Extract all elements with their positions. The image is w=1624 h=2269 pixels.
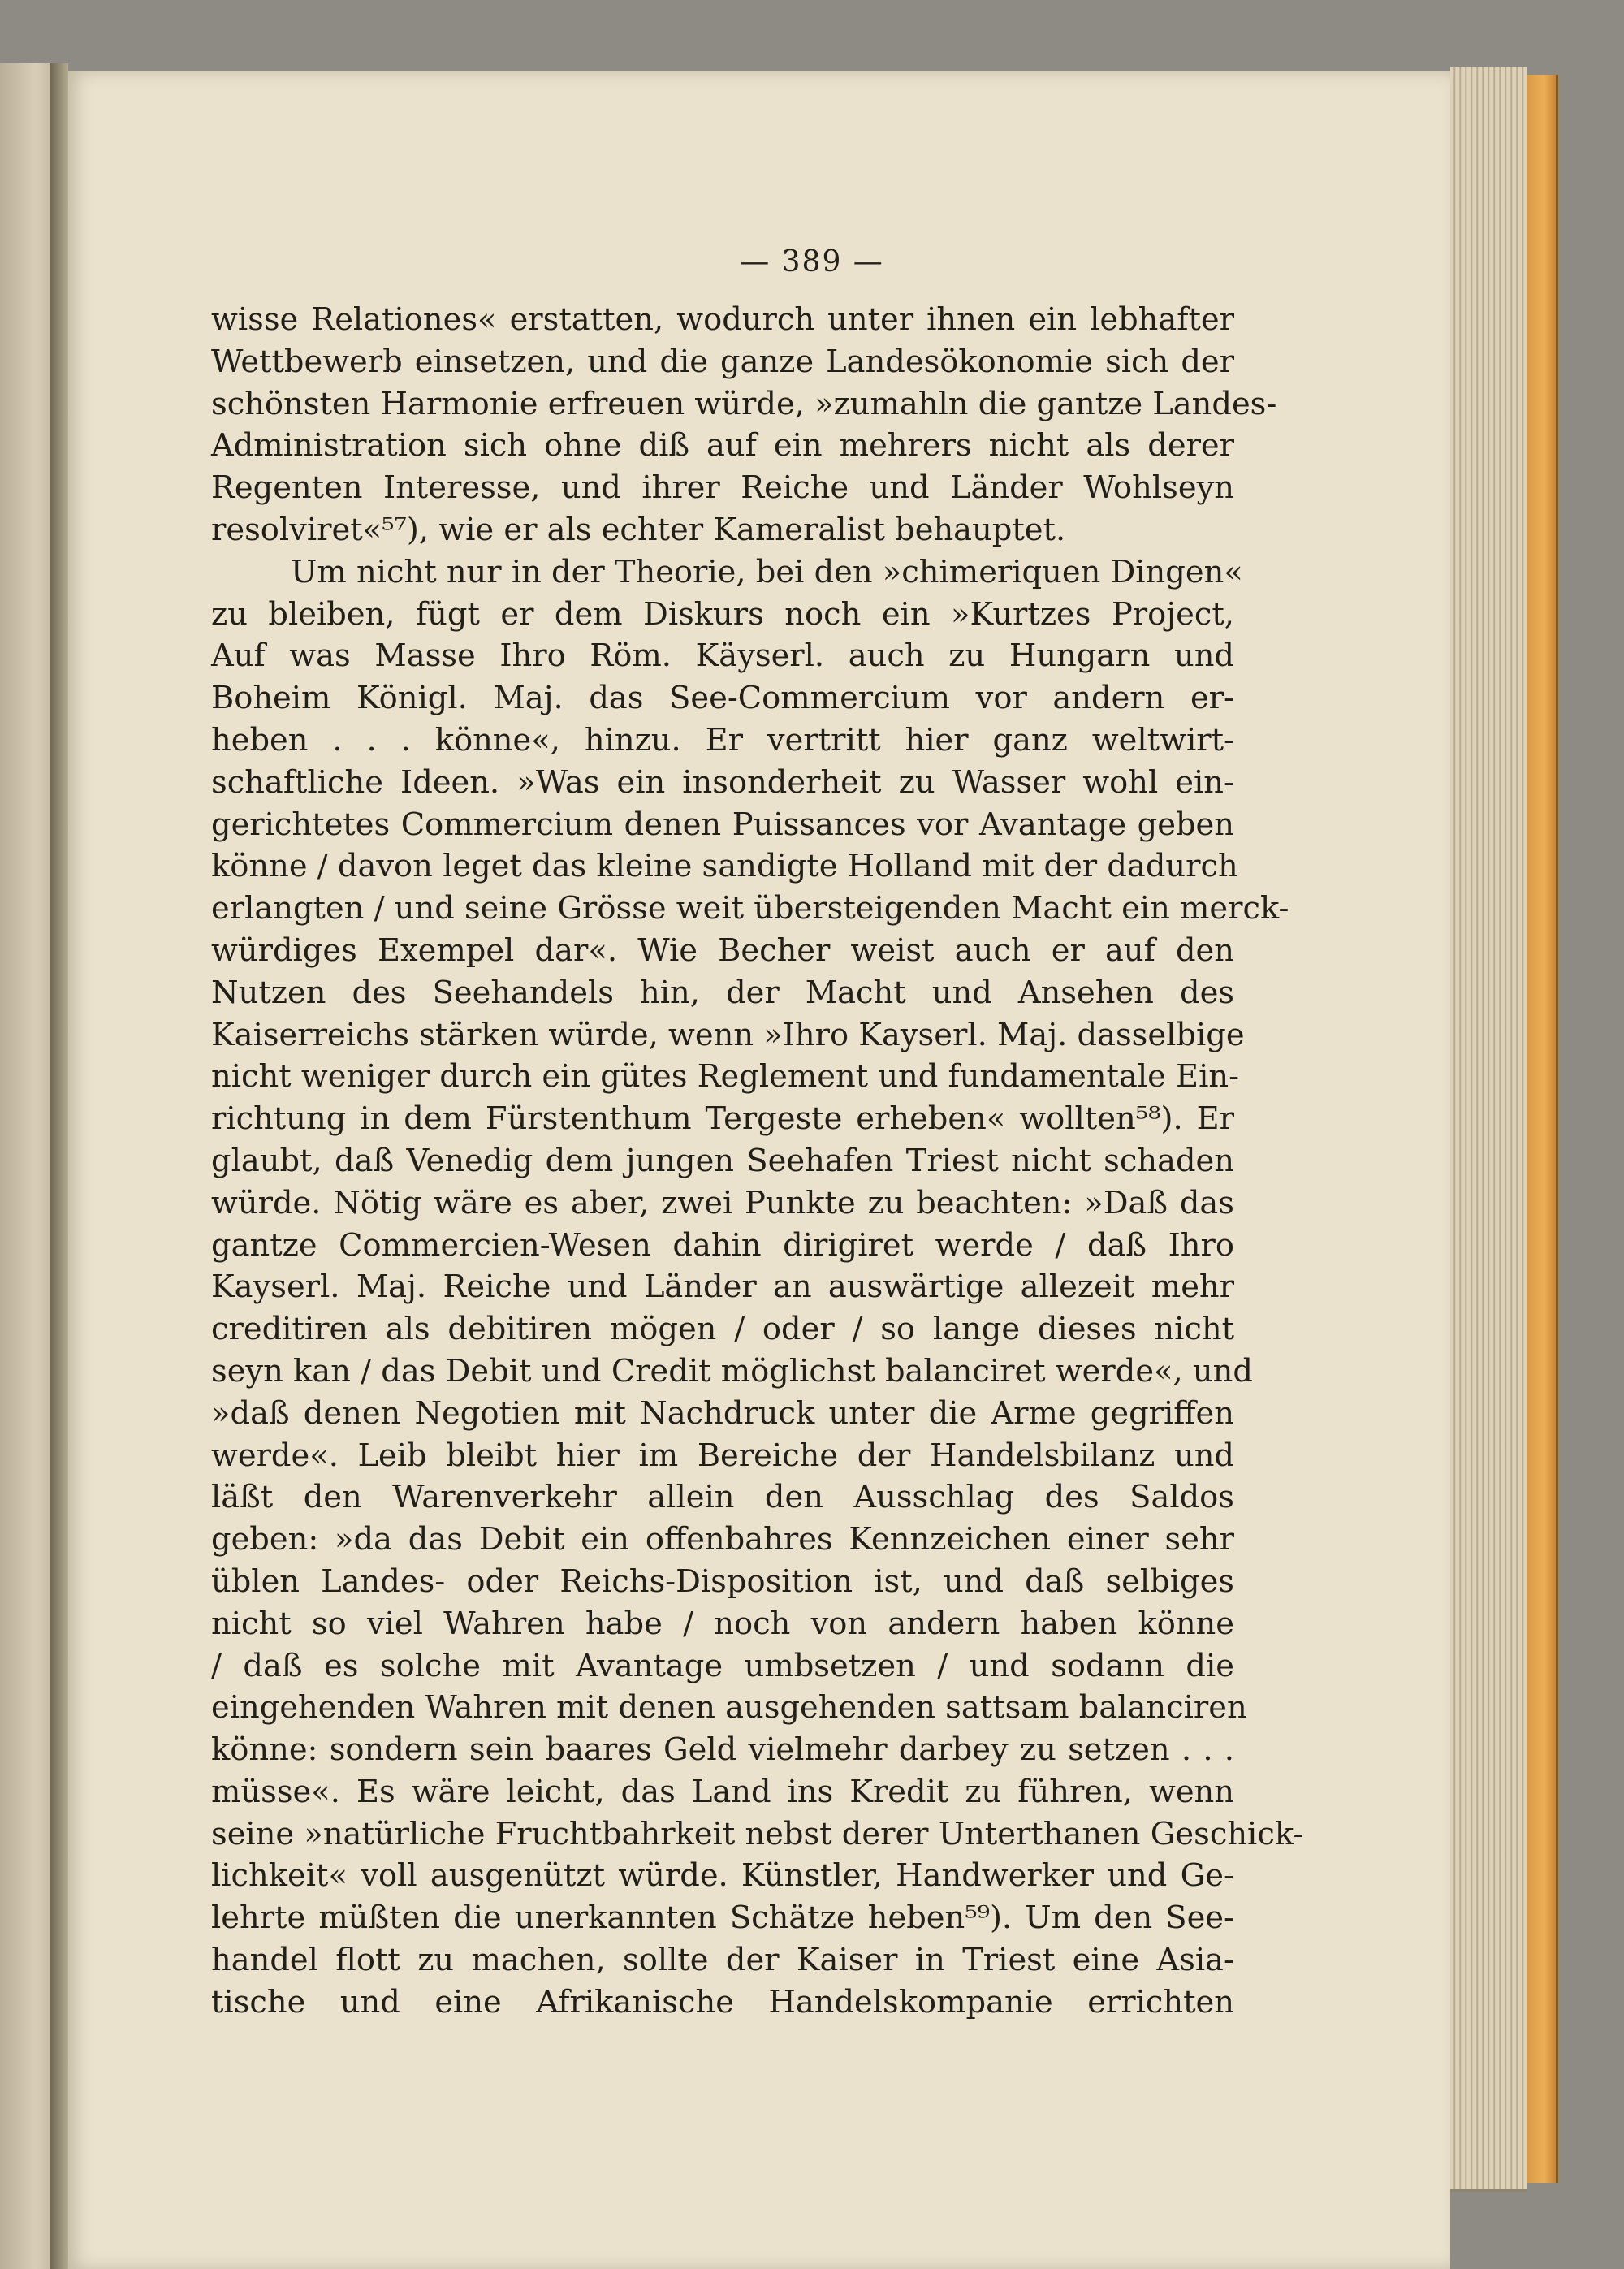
text-line: gantze Commercien-Wesen dahin dirigiret werde / daß Ihro — [211, 1226, 1234, 1264]
text-line: könne: sondern sein baares Geld vielmehr darbey zu setzen . . . — [211, 1731, 1234, 1769]
page-stack-edge — [1450, 67, 1527, 2192]
text-line: schaftliche Ideen. »Was ein insonderheit zu Wasser wohl ein- — [211, 763, 1234, 801]
body-text — [211, 299, 1304, 2024]
text-line: geben: »da das Debit ein offenbahres Kennzeichen einer sehr — [211, 1521, 1234, 1558]
text-line: Administration sich ohne diß auf ein mehrers nicht als derer — [211, 427, 1234, 465]
book-gutter — [50, 63, 68, 2269]
text-line: lichkeit« voll ausgenützt würde. Künstler, Handwerker und Ge- — [211, 1857, 1234, 1895]
text-line: tische und eine Afrikanische Handelskompanie errichten — [211, 1983, 1234, 2020]
text-line: Kaiserreichs stärken würde, wenn »Ihro Kayserl. Maj. dasselbige — [211, 1016, 1245, 1053]
text-line: wisse Relationes« erstatten, wodurch unter ihnen ein lebhafter — [211, 301, 1234, 338]
colored-page-edge — [1527, 75, 1558, 2183]
text-line: werde«. Leib bleibt hier im Bereiche der Handelsbilanz und — [211, 1437, 1234, 1474]
text-line: / daß es solche mit Avantage umbsetzen / und sodann die — [211, 1647, 1234, 1684]
text-line: resolviret«⁵⁷), wie er als echter Kameralist behauptet. — [211, 511, 1066, 548]
page-number: — 389 — — [740, 245, 884, 279]
text-line: würdiges Exempel dar«. Wie Becher weist auch er auf den — [211, 931, 1234, 969]
text-line: Regenten Interesse, und ihrer Reiche und Länder Wohlseyn — [211, 469, 1234, 507]
previous-page-edge — [0, 63, 52, 2269]
text-line: »daß denen Negotien mit Nachdruck unter die Arme gegriffen — [211, 1394, 1234, 1432]
text-line: zu bleiben, fügt er dem Diskurs noch ein »Kurtzes Project, — [211, 595, 1234, 633]
text-line: handel flott zu machen, sollte der Kaiser in Triest eine Asia- — [211, 1942, 1234, 1979]
text-line: läßt den Warenverkehr allein den Ausschlag des Saldos — [211, 1479, 1234, 1516]
text-line: Wettbewerb einsetzen, und die ganze Landesökonomie sich der — [211, 343, 1234, 380]
text-line: würde. Nötig wäre es aber, zwei Punkte zu beachten: »Daß das — [211, 1184, 1234, 1221]
text-line: Boheim Königl. Maj. das See-Commercium vor andern er- — [211, 680, 1234, 717]
text-line: nicht weniger durch ein gütes Reglement und fundamentale Ein- — [211, 1058, 1240, 1096]
text-line: üblen Landes- oder Reichs-Disposition ist, und daß selbiges — [211, 1562, 1234, 1600]
text-line: eingehenden Wahren mit denen ausgehenden sattsam balanciren — [211, 1689, 1247, 1727]
text-line: seine »natürliche Fruchtbahrkeit nebst derer Unterthanen Geschick- — [211, 1815, 1304, 1852]
text-line: Um nicht nur in der Theorie, bei den »chimeriquen Dingen« — [291, 553, 1243, 590]
text-line: müsse«. Es wäre leicht, das Land ins Kredit zu führen, wenn — [211, 1773, 1234, 1810]
text-line: schönsten Harmonie erfreuen würde, »zumahln die gantze Landes- — [211, 385, 1277, 422]
text-line: lehrte müßten die unerkannten Schätze heben⁵⁹). Um den See- — [211, 1899, 1234, 1937]
text-line: gerichtetes Commercium denen Puissances vor Avantage geben — [211, 806, 1234, 843]
text-line: Nutzen des Seehandels hin, der Macht und Ansehen des — [211, 974, 1234, 1011]
text-line: erlangten / und seine Grösse weit übersteigenden Macht ein merck- — [211, 890, 1289, 927]
text-line: Kayserl. Maj. Reiche und Länder an auswärtige allezeit mehr — [211, 1268, 1234, 1306]
text-line: könne / davon leget das kleine sandigte Holland mit der dadurch — [211, 848, 1238, 885]
text-line: richtung in dem Fürstenthum Tergeste erheben« wollten⁵⁸). Er — [211, 1100, 1234, 1138]
text-line: Auf was Masse Ihro Röm. Käyserl. auch zu Hungarn und — [211, 637, 1234, 675]
text-line: nicht so viel Wahren habe / noch von andern haben könne — [211, 1605, 1234, 1642]
text-line: glaubt, daß Venedig dem jungen Seehafen Triest nicht schaden — [211, 1142, 1234, 1179]
text-line: heben . . . könne«, hinzu. Er vertritt hier ganz weltwirt- — [211, 721, 1234, 758]
text-line: creditiren als debitiren mögen / oder / so lange dieses nicht — [211, 1311, 1234, 1348]
text-line: seyn kan / das Debit und Credit möglichst balanciret werde«, und — [211, 1352, 1253, 1389]
